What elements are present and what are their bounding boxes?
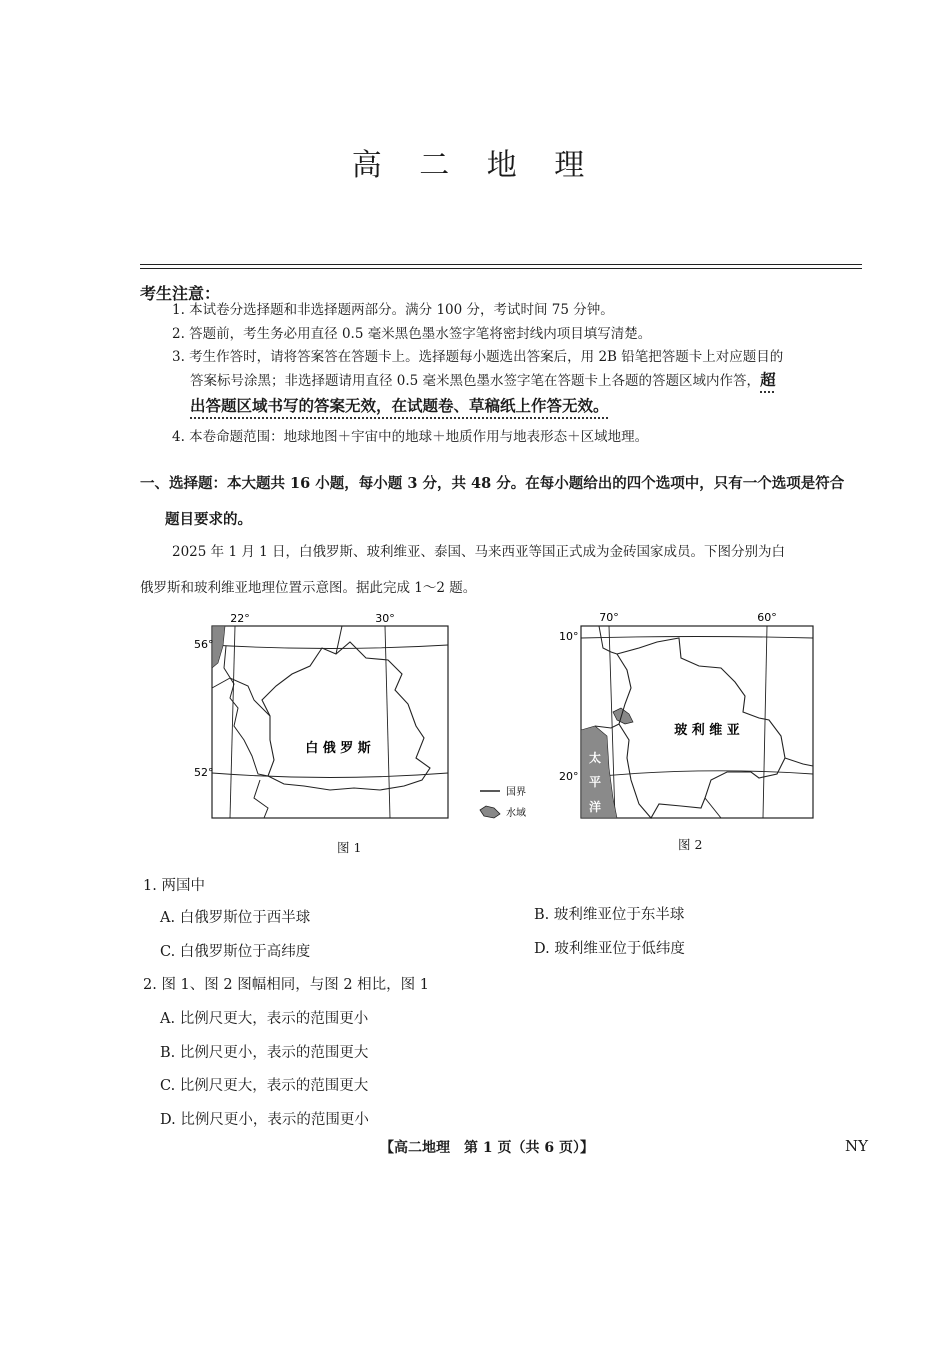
map1-neighbor-border-2 xyxy=(224,646,268,776)
q2-option-d: D. 比例尺更小，表示的范围更小 xyxy=(160,1112,369,1128)
legend-water-swatch xyxy=(480,806,500,818)
map1-neighbor-border-1 xyxy=(212,678,270,716)
q2-stem: 2. 图 1、图 2 图幅相同，与图 2 相比，图 1 xyxy=(143,977,429,993)
map-belarus xyxy=(190,608,460,826)
map1-neighbor-border-4 xyxy=(254,780,268,818)
map2-lat-top: 10° xyxy=(559,630,579,643)
notice-item-3-cont xyxy=(190,368,776,393)
q2-option-a: A. 比例尺更大，表示的范围更小 xyxy=(160,1011,369,1027)
map1-lat-top: 56° xyxy=(194,638,214,651)
map2-lat-bottom: 20° xyxy=(559,770,579,783)
map2-ocean-char-3: 洋 xyxy=(588,800,602,814)
map1-meridian-22 xyxy=(230,626,235,818)
map2-neighbor-border-2 xyxy=(595,724,619,728)
section-heading-line2: 题目要求的。 xyxy=(165,511,252,528)
notice-item-4: 4. 本卷命题范围：地球地图＋宇宙中的地球＋地质作用与地表形态＋区域地理。 xyxy=(172,429,649,445)
legend-water-label: 水域 xyxy=(506,808,526,819)
notice-item-1: 1. 本试卷分选择题和非选择题两部分。满分 100 分，考试时间 75 分钟。 xyxy=(172,302,614,318)
map1-parallel-56 xyxy=(212,645,448,649)
page-title: 高 二 地 理 xyxy=(351,148,599,183)
map2-neighbor-border-3 xyxy=(785,758,813,766)
map1-water xyxy=(212,626,225,668)
map2-lon-right: 60° xyxy=(757,611,777,624)
map1-frame xyxy=(212,626,448,818)
map2-neighbor-border-4 xyxy=(705,798,721,818)
map-legend xyxy=(474,780,544,824)
q1-option-d: D. 玻利维亚位于低纬度 xyxy=(534,941,685,957)
map2-caption: 图 2 xyxy=(678,837,703,852)
q2-option-b: B. 比例尺更小，表示的范围更大 xyxy=(160,1045,369,1061)
page-footer: 【高二地理 第 1 页（共 6 页）】 xyxy=(380,1140,594,1156)
q2-option-c: C. 比例尺更大，表示的范围更大 xyxy=(160,1078,369,1094)
notice-item-3-line2: 答案标号涂黑；非选择题请用直径 0.5 毫米黑色墨水签字笔在答题卡上各题的答题区域内作答， xyxy=(190,373,761,389)
map1-parallel-52 xyxy=(212,773,448,778)
q1-option-b: B. 玻利维亚位于东半球 xyxy=(534,907,685,923)
map2-neighbor-border-1 xyxy=(599,626,617,654)
q1-option-c: C. 白俄罗斯位于高纬度 xyxy=(160,944,311,960)
intro-line1: 2025 年 1 月 1 日，白俄罗斯、玻利维亚、泰国、马来西亚等国正式成为金砖国家成员。下图分别为白 xyxy=(172,544,785,560)
map2-lon-left: 70° xyxy=(599,611,619,624)
map1-caption: 图 1 xyxy=(337,840,362,855)
map2-frame xyxy=(581,626,813,818)
map2-meridian-60 xyxy=(763,626,767,818)
q1-option-a: A. 白俄罗斯位于西半球 xyxy=(160,910,311,926)
map2-country-label: 玻 利 维 亚 xyxy=(674,723,740,738)
divider-top xyxy=(140,264,862,265)
map1-belarus-border xyxy=(262,642,430,790)
map2-parallel-10 xyxy=(581,637,813,639)
q1-stem: 1. 两国中 xyxy=(143,878,205,894)
intro-line2: 俄罗斯和玻利维亚地理位置示意图。据此完成 1～2 题。 xyxy=(140,580,477,596)
map2-ocean-char-1: 太 xyxy=(588,751,602,765)
map1-country-label: 白 俄 罗 斯 xyxy=(305,741,371,756)
map1-lon-right: 30° xyxy=(375,612,395,625)
legend-border-label: 国界 xyxy=(506,787,526,798)
map1-lat-bottom: 52° xyxy=(194,766,214,779)
notice-item-3: 3. 考生作答时，请将答案答在答题卡上。选择题每小题选出答案后，用 2B 铅笔把答题卡上对应题目的 xyxy=(172,349,784,365)
notice-emphasis-b: 出答题区域书写的答案无效，在试题卷、草稿纸上作答无效。 xyxy=(190,396,609,415)
divider-bottom xyxy=(140,268,862,269)
notice-heading: 考生注意： xyxy=(140,284,221,303)
section-heading-line1: 一、选择题：本大题共 16 小题，每小题 3 分，共 48 分。在每小题给出的四个选项中，只有一个选项是符合 xyxy=(140,475,845,492)
map2-ocean-char-2: 平 xyxy=(588,775,602,789)
notice-emphasis-a: 超 xyxy=(760,370,776,389)
notice-item-2: 2. 答题前，考生务必用直径 0.5 毫米黑色墨水签字笔将密封线内项目填写清楚。 xyxy=(172,326,652,342)
footer-code: NY xyxy=(845,1137,869,1155)
map1-lon-left: 22° xyxy=(230,612,250,625)
map-bolivia xyxy=(555,608,820,826)
